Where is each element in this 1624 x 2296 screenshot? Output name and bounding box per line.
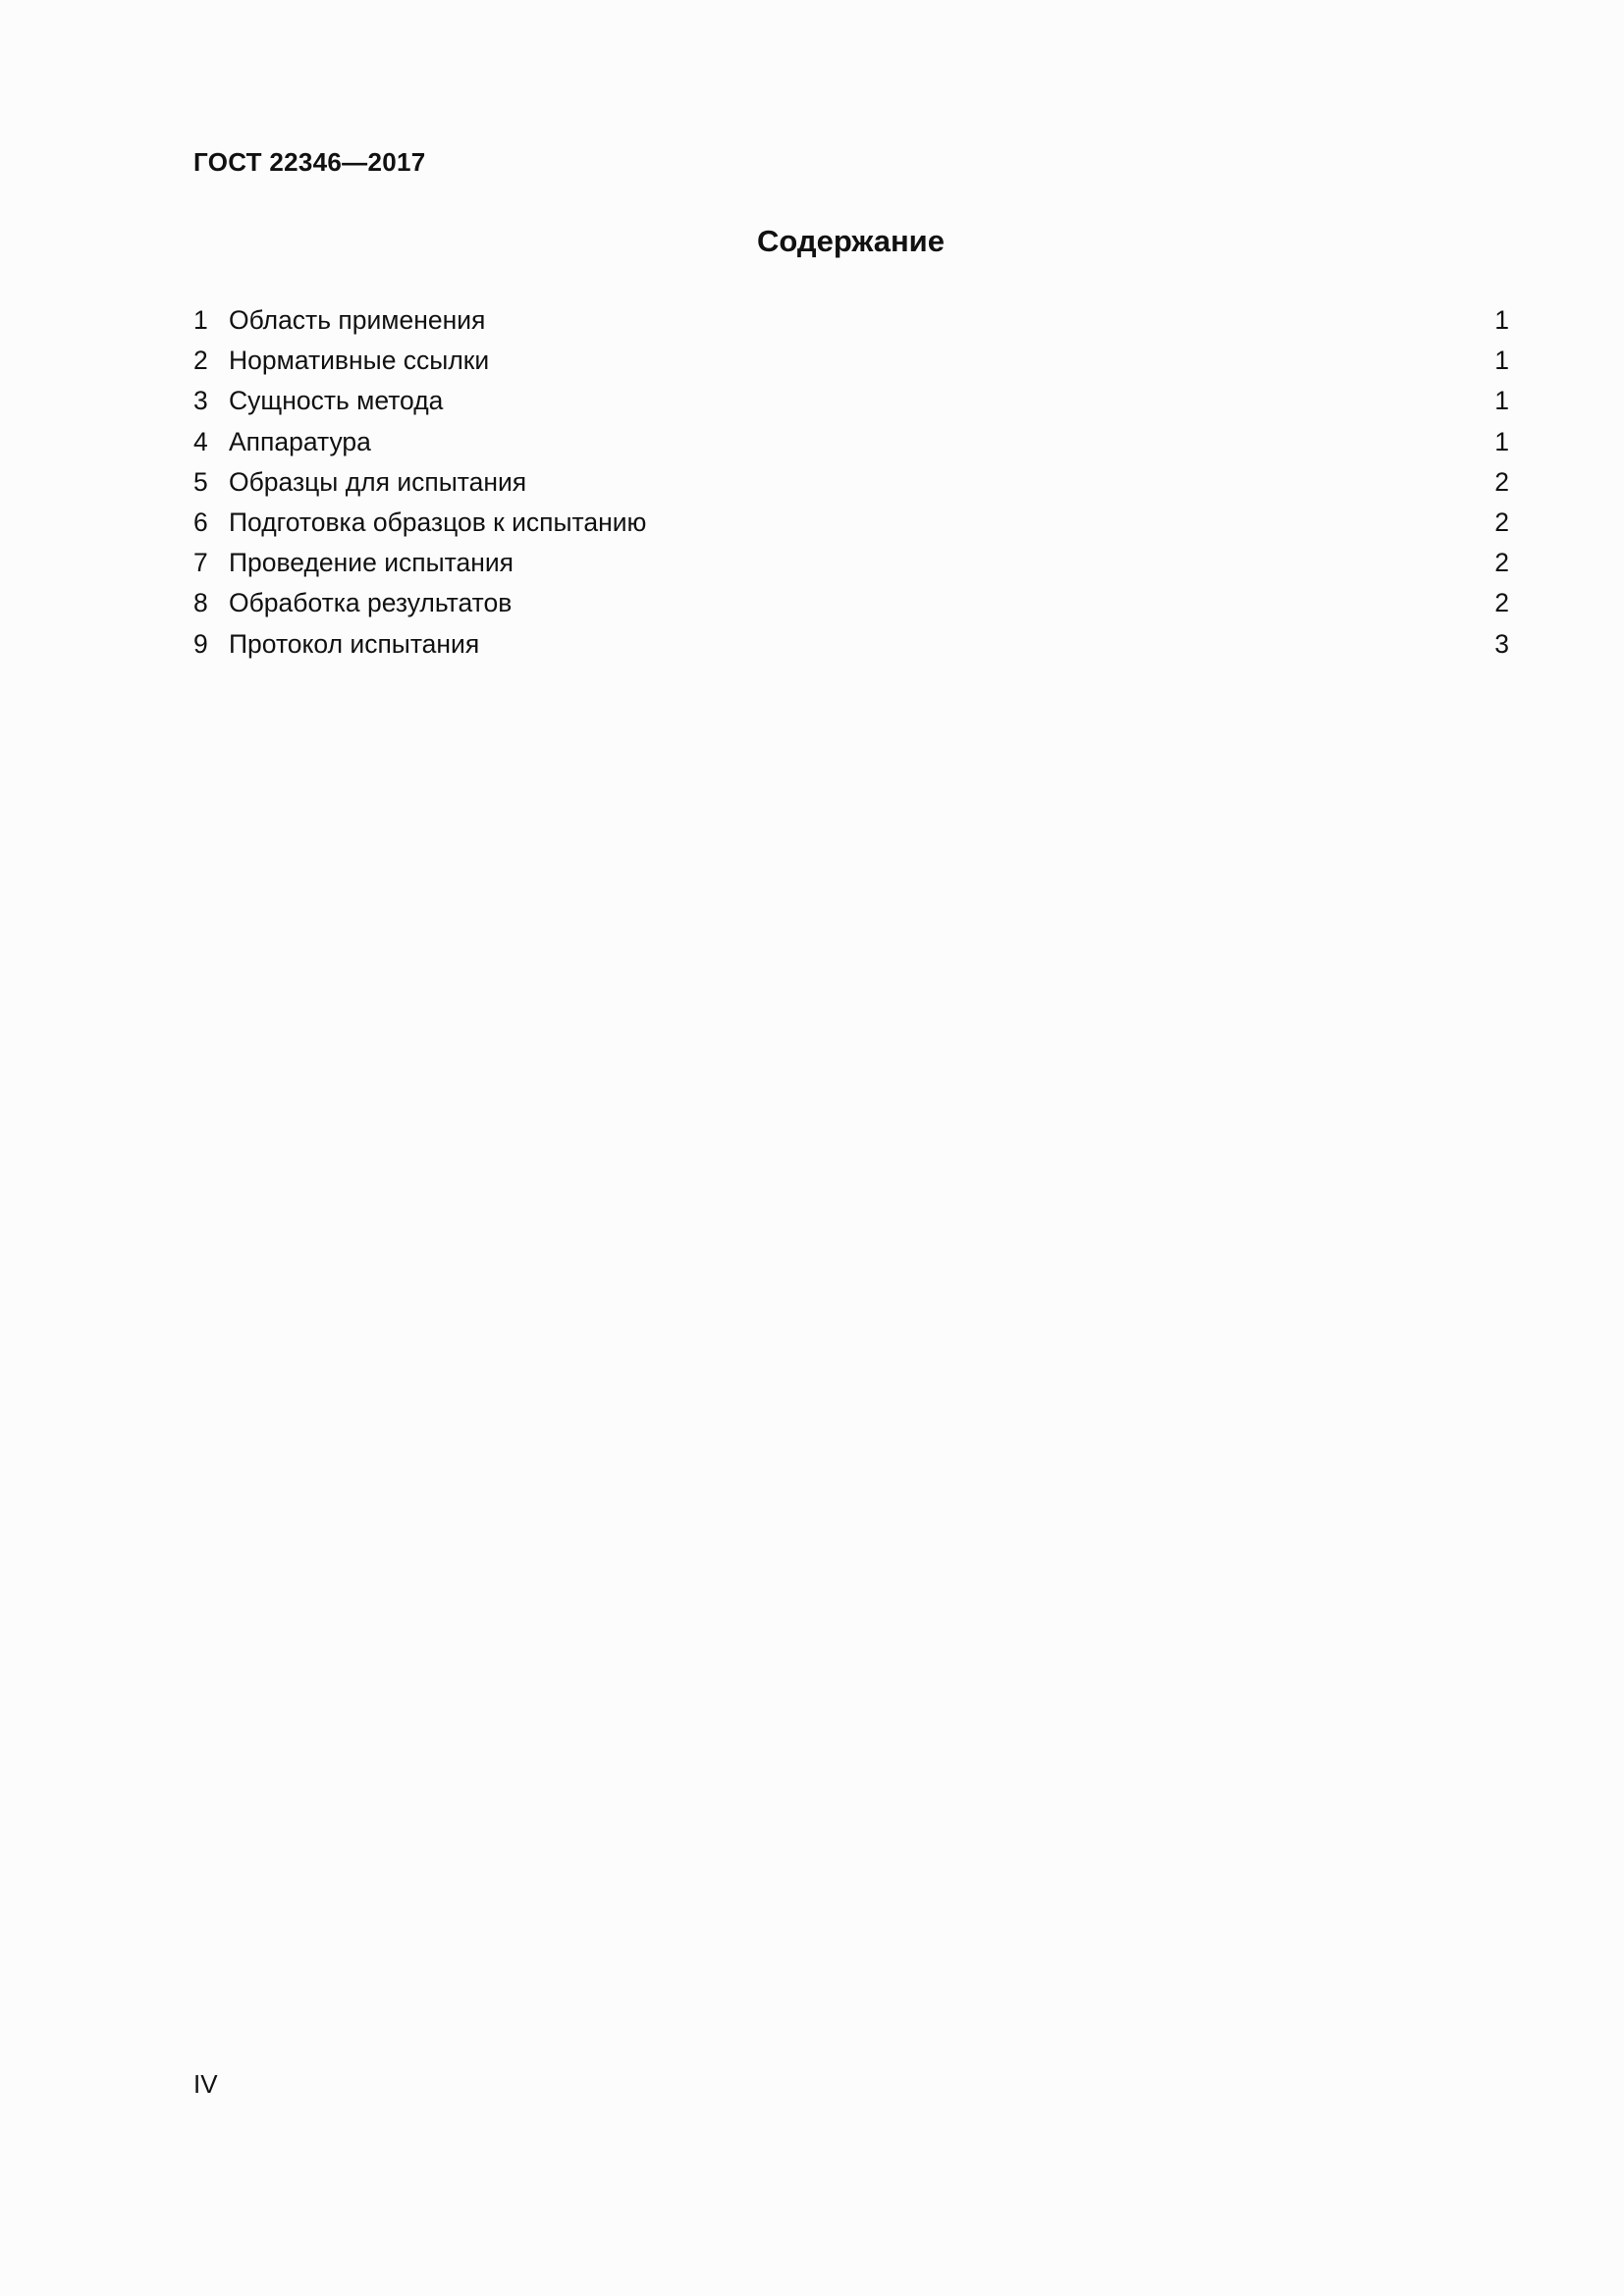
- toc-entry-page[interactable]: 1: [1494, 426, 1509, 456]
- toc-entry-page[interactable]: 1: [1494, 305, 1509, 335]
- page-number: IV: [193, 2069, 218, 2099]
- toc-entry-page[interactable]: 3: [1494, 628, 1509, 659]
- toc-entry-label[interactable]: Проведение испытания: [229, 548, 514, 578]
- toc-entry-number: 6: [193, 507, 208, 537]
- toc-entry-test-procedure[interactable]: [193, 543, 1509, 583]
- toc-entry-page[interactable]: 2: [1494, 507, 1509, 537]
- toc-entry-page[interactable]: 2: [1494, 588, 1509, 618]
- toc-entry-number: 7: [193, 548, 208, 578]
- toc-entry-label[interactable]: Протокол испытания: [229, 628, 480, 659]
- table-of-contents: [193, 300, 1509, 665]
- toc-entry-test-report[interactable]: [193, 624, 1509, 665]
- toc-entry-number: 2: [193, 346, 208, 376]
- toc-entry-number: 5: [193, 466, 208, 497]
- toc-entry-normative-references[interactable]: [193, 341, 1509, 381]
- toc-entry-page[interactable]: 1: [1494, 346, 1509, 376]
- toc-entry-apparatus[interactable]: [193, 422, 1509, 462]
- standard-header: ГОСТ 22346—2017: [193, 147, 426, 177]
- toc-entry-label[interactable]: Сущность метода: [229, 386, 444, 416]
- toc-entry-label[interactable]: Нормативные ссылки: [229, 346, 490, 376]
- toc-entry-number: 1: [193, 305, 208, 335]
- toc-entry-number: 4: [193, 426, 208, 456]
- toc-entry-label[interactable]: Обработка результатов: [229, 588, 513, 618]
- toc-entry-sample-preparation[interactable]: [193, 503, 1509, 543]
- toc-entry-label[interactable]: Область применения: [229, 305, 486, 335]
- toc-entry-number: 9: [193, 628, 208, 659]
- toc-entry-scope[interactable]: [193, 300, 1509, 341]
- toc-entry-label[interactable]: Подготовка образцов к испытанию: [229, 507, 647, 537]
- toc-entry-page[interactable]: 2: [1494, 466, 1509, 497]
- toc-entry-number: 8: [193, 588, 208, 618]
- toc-entry-results-processing[interactable]: [193, 583, 1509, 623]
- toc-entry-label[interactable]: Аппаратура: [229, 426, 371, 456]
- toc-entry-number: 3: [193, 386, 208, 416]
- toc-entry-page[interactable]: 1: [1494, 386, 1509, 416]
- toc-entry-test-samples[interactable]: [193, 462, 1509, 503]
- toc-entry-label[interactable]: Образцы для испытания: [229, 466, 527, 497]
- toc-entry-method-essence[interactable]: [193, 381, 1509, 421]
- toc-title: Содержание: [757, 224, 945, 258]
- toc-entry-page[interactable]: 2: [1494, 548, 1509, 578]
